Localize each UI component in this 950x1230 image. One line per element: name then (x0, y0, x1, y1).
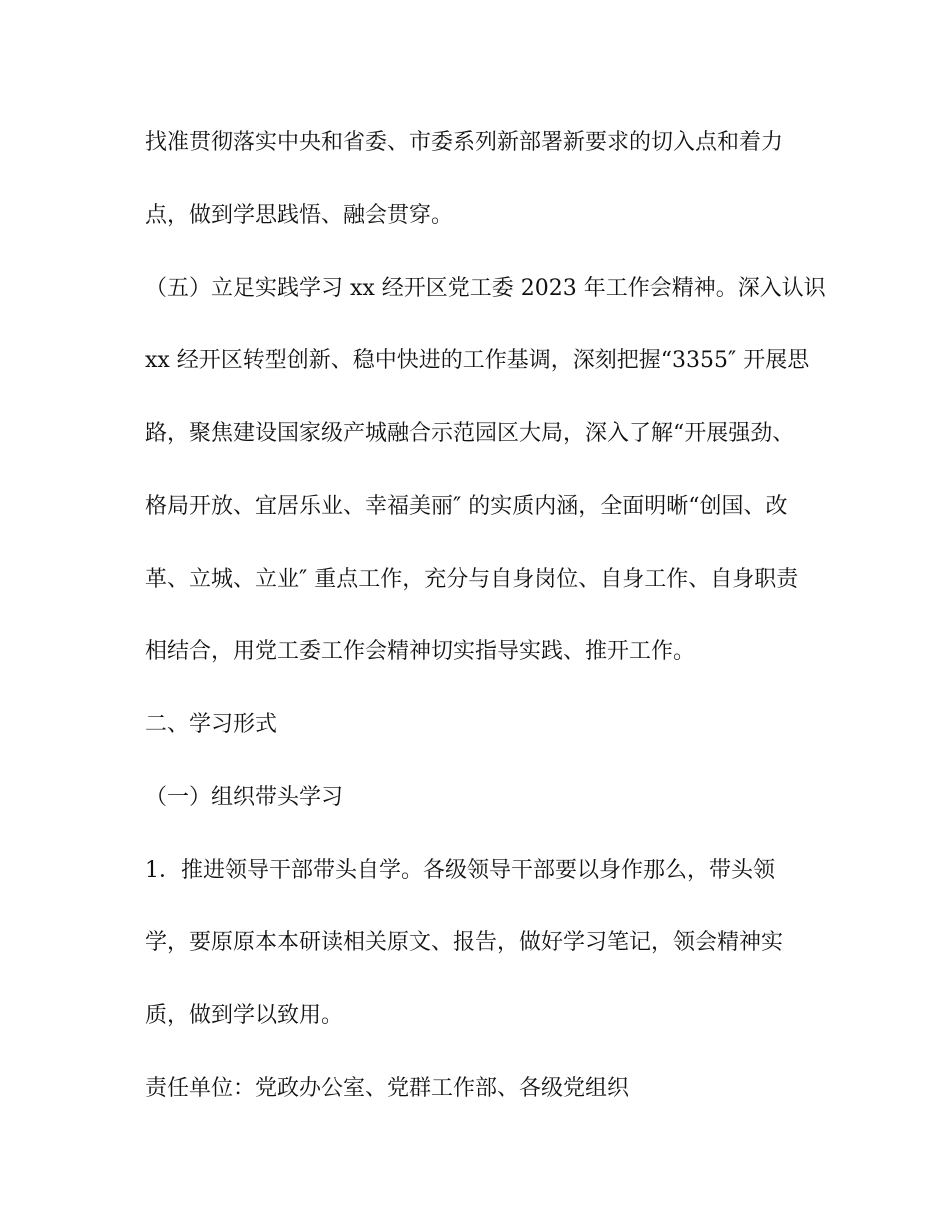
text-line: 格局开放、宜居乐业、幸福美丽″ 的实质内涵，全面明晰“创国、改 (145, 494, 788, 519)
section-heading: 二、学习形式 (145, 712, 278, 737)
text-line: xx 经开区转型创新、稳中快进的工作基调，深刻把握“3355″ 开展思 (145, 348, 810, 373)
text-line: 学，要原原本本研读相关原文、报告，做好学习笔记，领会精神实 (145, 930, 784, 955)
text-line: 1．推进领导干部带头自学。各级领导干部要以身作那么，带头领 (145, 858, 775, 883)
subsection-heading: （一）组织带头学习 (145, 785, 344, 810)
text-line: 点，做到学思践悟、融会贯穿。 (145, 203, 454, 228)
text-line: 路，聚焦建设国家级产城融合示范园区大局，深入了解“开展强劲、 (145, 421, 795, 446)
text-line: （五）立足实践学习 xx 经开区党工委 2023 年工作会精神。深入认识 (145, 276, 826, 301)
text-line: 相结合，用党工委工作会精神切实指导实践、推开工作。 (145, 639, 696, 664)
text-line: 质，做到学以致用。 (145, 1003, 344, 1028)
text-line: 革、立城、立业″ 重点工作，充分与自身岗位、自身工作、自身职责 (145, 567, 799, 592)
text-line: 找准贯彻落实中央和省委、市委系列新部署新要求的切入点和着力 (145, 130, 784, 155)
responsible-units: 责任单位：党政办公室、党群工作部、各级党组织 (145, 1076, 630, 1101)
